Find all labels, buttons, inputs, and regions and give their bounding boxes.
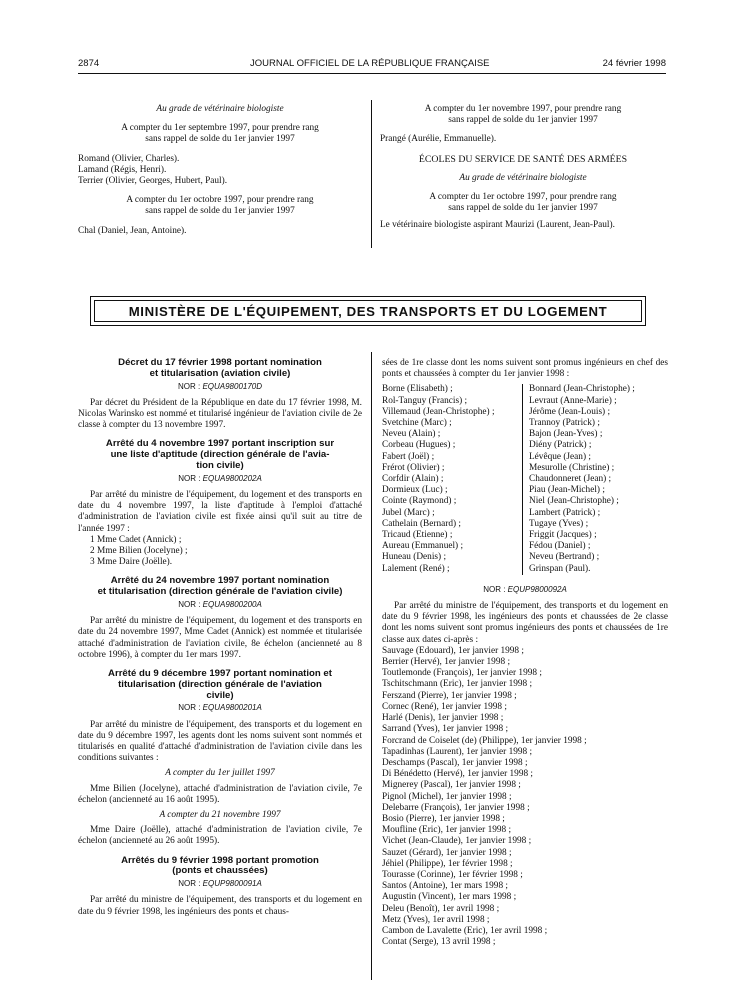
subheading: A compter du 21 novembre 1997: [159, 810, 281, 821]
name-entry: Tugaye (Yves) ;: [529, 518, 589, 529]
names-column-left: [382, 384, 523, 574]
name-entry: Lévêque (Jean) ;: [529, 451, 591, 462]
name-entry: Piau (Jean-Michel) ;: [529, 485, 605, 496]
name-entry: Dormieux (Luc) ;: [382, 485, 448, 496]
name-entry: Santos (Antoine), 1er mars 1998 ;: [382, 881, 509, 892]
name-entry: Tapadinhas (Laurent), 1er janvier 1998 ;: [382, 746, 533, 757]
list-item: 1 Mme Cadet (Annick) ;: [90, 534, 182, 545]
list-item: 2 Mme Bilien (Jocelyne) ;: [90, 546, 188, 557]
top-right-column: [380, 104, 666, 232]
decree-title: et titularisation (aviation civile): [149, 367, 291, 379]
name-entry: Mesurolle (Christine) ;: [529, 462, 615, 473]
grade-heading: Au grade de vétérinaire biologiste: [459, 172, 587, 183]
ministry-banner: [90, 296, 646, 326]
name-entry: Bajon (Jean-Yves) ;: [529, 429, 603, 440]
name-entry: Ferszand (Pierre), 1er janvier 1998 ;: [382, 690, 517, 701]
name-entry: Sarrand (Yves), 1er janvier 1998 ;: [382, 724, 509, 735]
decree-title: et titularisation (direction générale de l'aviation civile): [97, 586, 343, 598]
name-entry: Deleu (Benoît), 1er avril 1998 ;: [382, 903, 500, 914]
list-item: 3 Mme Daire (Joëlle).: [90, 557, 173, 568]
name-entry: Chal (Daniel, Jean, Antoine).: [78, 225, 187, 236]
name-entry: Sauvage (Edouard), 1er janvier 1998 ;: [382, 645, 524, 656]
promotion-list: [382, 646, 668, 948]
names-column-right: [529, 384, 668, 574]
nor-reference: NOR : EQUP9800091A: [178, 879, 262, 889]
decree-title: Décret du 17 février 1998 portant nomination: [118, 357, 322, 368]
promotion-name-table: [382, 384, 668, 574]
nor-reference: NOR : EQUA9800170D: [177, 381, 263, 391]
decree-title: civile): [206, 689, 234, 701]
column-divider: [371, 100, 372, 248]
grade-heading: Au grade de vétérinaire biologiste: [156, 104, 284, 114]
decree-text: Par arrêté du ministre de l'équipement, des transports et du logement en date du 9 février 1998, les ingénieurs des ponts et chaus-: [78, 895, 362, 917]
name-entry: Metz (Yves), 1er avril 1998 ;: [382, 914, 490, 925]
decree-title: Arrêtés du 9 février 1998 portant promotion: [121, 854, 319, 866]
name-entry: Lamand (Régis, Henri).: [78, 164, 167, 175]
name-entry: Toutlemonde (François), 1er janvier 1998 ;: [382, 668, 542, 679]
bottom-left-column: [78, 358, 362, 918]
date-line: sans rappel de solde du 1er janvier 1997: [448, 203, 598, 214]
decree-title: Arrêté du 4 novembre 1997 portant inscription sur: [105, 438, 335, 450]
decree-text: Mme Daire (Joëlle), attaché d'administration de l'aviation civile, 7e échelon (ancienneté au 26 août 1995).: [78, 825, 362, 847]
name-entry: Rol-Tanguy (Francis) ;: [382, 395, 468, 406]
name-entry: Terrier (Olivier, Georges, Hubert, Paul).: [78, 176, 228, 187]
nor-reference: NOR : EQUA9800201A: [178, 703, 262, 713]
name-entry: Le vétérinaire biologiste aspirant Maurizi (Laurent, Jean-Paul).: [380, 220, 615, 231]
name-entry: Deschamps (Pascal), 1er janvier 1998 ;: [382, 757, 528, 768]
name-entry: Forcrand de Coiselet (de) (Philippe), 1er janvier 1998 ;: [382, 735, 587, 746]
name-entry: Villemaud (Jean-Christophe) ;: [382, 406, 495, 417]
name-entry: Bosio (Pierre), 1er janvier 1998 ;: [382, 813, 505, 824]
name-entry: Fabert (Joël) ;: [382, 451, 435, 462]
decree-text: Par arrêté du ministre de l'équipement, du logement et des transports en date du 24 novembre 1997, Mme Cadet (Annick) est nommée et titularisée attaché d'administration de l'aviation civile, 8e échelon (ancienneté au 8 octobre 1996), à compter du 1er mars 1997.: [78, 616, 362, 660]
name-entry: Di Bénédetto (Hervé), 1er janvier 1998 ;: [382, 769, 534, 780]
name-entry: Levraut (Anne-Marie) ;: [529, 395, 617, 406]
nor-reference: NOR : EQUP9800092A: [483, 584, 567, 594]
decree-title: une liste d'aptitude (direction générale de l'avia-: [110, 449, 330, 461]
name-entry: Jérôme (Jean-Louis) ;: [529, 406, 611, 417]
name-entry: Jubel (Marc) ;: [382, 507, 435, 518]
name-entry: Lalement (René) ;: [382, 563, 450, 574]
name-entry: Grinspan (Paul).: [529, 563, 591, 574]
name-entry: Tschitschmann (Eric), 1er janvier 1998 ;: [382, 679, 533, 690]
name-entry: Chaudonneret (Jean) ;: [529, 474, 612, 485]
page-header: [78, 58, 666, 74]
decree-title: titularisation (direction générale de l'aviation: [118, 678, 322, 690]
decree-text: Mme Bilien (Jocelyne), attaché d'administration de l'aviation civile, 7e échelon (ancienneté au 16 août 1995).: [78, 783, 362, 805]
name-entry: Friggit (Jacques) ;: [529, 530, 597, 541]
issue-date: 24 février 1998: [602, 58, 666, 69]
date-line: sans rappel de solde du 1er janvier 1997: [145, 206, 295, 217]
name-entry: Cambon de Lavalette (Eric), 1er avril 1998 ;: [382, 925, 548, 936]
top-left-column: [78, 104, 362, 237]
decree-title: Arrêté du 24 novembre 1997 portant nomination: [110, 575, 330, 587]
name-entry: Pignol (Michel), 1er janvier 1998 ;: [382, 791, 512, 802]
name-entry: Vichet (Jean-Claude), 1er janvier 1998 ;: [382, 836, 532, 847]
name-entry: Neveu (Alain) ;: [382, 429, 441, 440]
name-entry: Delebarre (François), 1er janvier 1998 ;: [382, 802, 530, 813]
name-entry: Harlé (Denis), 1er janvier 1998 ;: [382, 713, 504, 724]
nor-reference: NOR : EQUA9800200A: [178, 600, 262, 610]
decree-title: (ponts et chaussées): [172, 865, 268, 877]
decree-text: Par décret du Président de la République en date du 17 février 1998, M. Nicolas Warinsko est nommé et titularisé ingénieur de l'aviation civile de 2e classe à compter du 13 novembre 1997.: [78, 397, 362, 431]
page-number: 2874: [78, 58, 100, 69]
name-entry: Jéhiel (Philippe), 1er février 1998 ;: [382, 858, 513, 869]
name-entry: Niel (Jean-Christophe) ;: [529, 496, 619, 507]
name-entry: Augustin (Vincent), 1er mars 1998 ;: [382, 892, 517, 903]
date-line: sans rappel de solde du 1er janvier 1997: [448, 115, 598, 126]
name-entry: Cathelain (Bernard) ;: [382, 518, 461, 529]
decree-title: Arrêté du 9 décembre 1997 portant nomination et: [108, 668, 332, 680]
subheading: A compter du 1er juillet 1997: [165, 768, 275, 779]
column-divider: [371, 352, 372, 980]
name-entry: Diény (Patrick) ;: [529, 440, 592, 451]
name-entry: Sauzet (Gérard), 1er janvier 1998 ;: [382, 847, 512, 858]
name-entry: Aureau (Emmanuel) ;: [382, 541, 464, 552]
header-rule: [78, 73, 666, 74]
decree-title: tion civile): [196, 460, 244, 471]
name-entry: Borne (Elisabeth) ;: [382, 384, 453, 395]
name-entry: Tricaud (Etienne) ;: [382, 530, 453, 541]
bottom-right-column: [382, 358, 668, 948]
date-line: A compter du 1er novembre 1997, pour prendre rang: [424, 104, 622, 114]
nor-reference: NOR : EQUA9800202A: [178, 473, 262, 483]
name-entry: Tourasse (Corinne), 1er février 1998 ;: [382, 869, 523, 880]
date-line: A compter du 1er octobre 1997, pour prendre rang: [126, 195, 314, 206]
decree-text: sées de 1re classe dont les noms suivent sont promus ingénieurs en chef des ponts et chaussées à compter du 1er janvier 1998 :: [382, 358, 668, 380]
date-line: sans rappel de solde du 1er janvier 1997: [145, 134, 295, 145]
name-entry: Bonnard (Jean-Christophe) ;: [529, 384, 635, 395]
name-entry: Lambert (Patrick) ;: [529, 507, 601, 518]
date-line: A compter du 1er septembre 1997, pour prendre rang: [121, 123, 319, 134]
name-entry: Neveu (Bertrand) ;: [529, 552, 600, 563]
name-entry: Frérot (Olivier) ;: [382, 462, 445, 473]
name-entry: Trannoy (Patrick) ;: [529, 418, 600, 429]
ministry-title: MINISTÈRE DE L'ÉQUIPEMENT, DES TRANSPORTS ET DU LOGEMENT: [94, 300, 642, 322]
decree-text: Par arrêté du ministre de l'équipement, du logement et des transports en date du 4 novembre 1997, la liste d'aptitude à l'emploi d'attaché d'administration de l'aviation civile est fixée ainsi qu'il suit au titre de l'année 1997 :: [78, 490, 362, 534]
name-entry: Berrier (Hervé), 1er janvier 1998 ;: [382, 657, 511, 668]
name-entry: Cornec (René), 1er janvier 1998 ;: [382, 701, 507, 712]
journal-title: JOURNAL OFFICIEL DE LA RÉPUBLIQUE FRANÇAISE: [250, 58, 490, 69]
name-entry: Svetchine (Marc) ;: [382, 418, 452, 429]
name-entry: Mignerey (Pascal), 1er janvier 1998 ;: [382, 780, 521, 791]
name-entry: Contat (Serge), 13 avril 1998 ;: [382, 937, 496, 948]
name-entry: Cointe (Raymond) ;: [382, 496, 457, 507]
name-entry: Huneau (Denis) ;: [382, 552, 447, 563]
name-entry: Fédou (Daniel) ;: [529, 541, 591, 552]
name-entry: Moufline (Eric), 1er janvier 1998 ;: [382, 825, 512, 836]
name-entry: Romand (Olivier, Charles).: [78, 153, 180, 164]
name-entry: Prangé (Aurélie, Emmanuelle).: [380, 134, 497, 145]
decree-text: Par arrêté du ministre de l'équipement, des transports et du logement en date du 9 décembre 1997, les agents dont les noms suivent sont nommés et titularisés en qualité d'attaché d'administration de l'aviation civile dans les conditions suivantes :: [78, 719, 362, 764]
date-line: A compter du 1er octobre 1997, pour prendre rang: [429, 192, 617, 203]
section-heading: ÉCOLES DU SERVICE DE SANTÉ DES ARMÉES: [418, 153, 628, 165]
name-entry: Corbeau (Hugues) ;: [382, 440, 456, 451]
name-entry: Corfdir (Alain) ;: [382, 474, 444, 485]
decree-text: Par arrêté du ministre de l'équipement, des transports et du logement en date du 9 février 1998, les ingénieurs des ponts et chaussées de 2e classe dont les noms suivent sont promus ingénieurs des ponts et chaussées de 1re classe aux dates ci-après :: [382, 601, 668, 645]
